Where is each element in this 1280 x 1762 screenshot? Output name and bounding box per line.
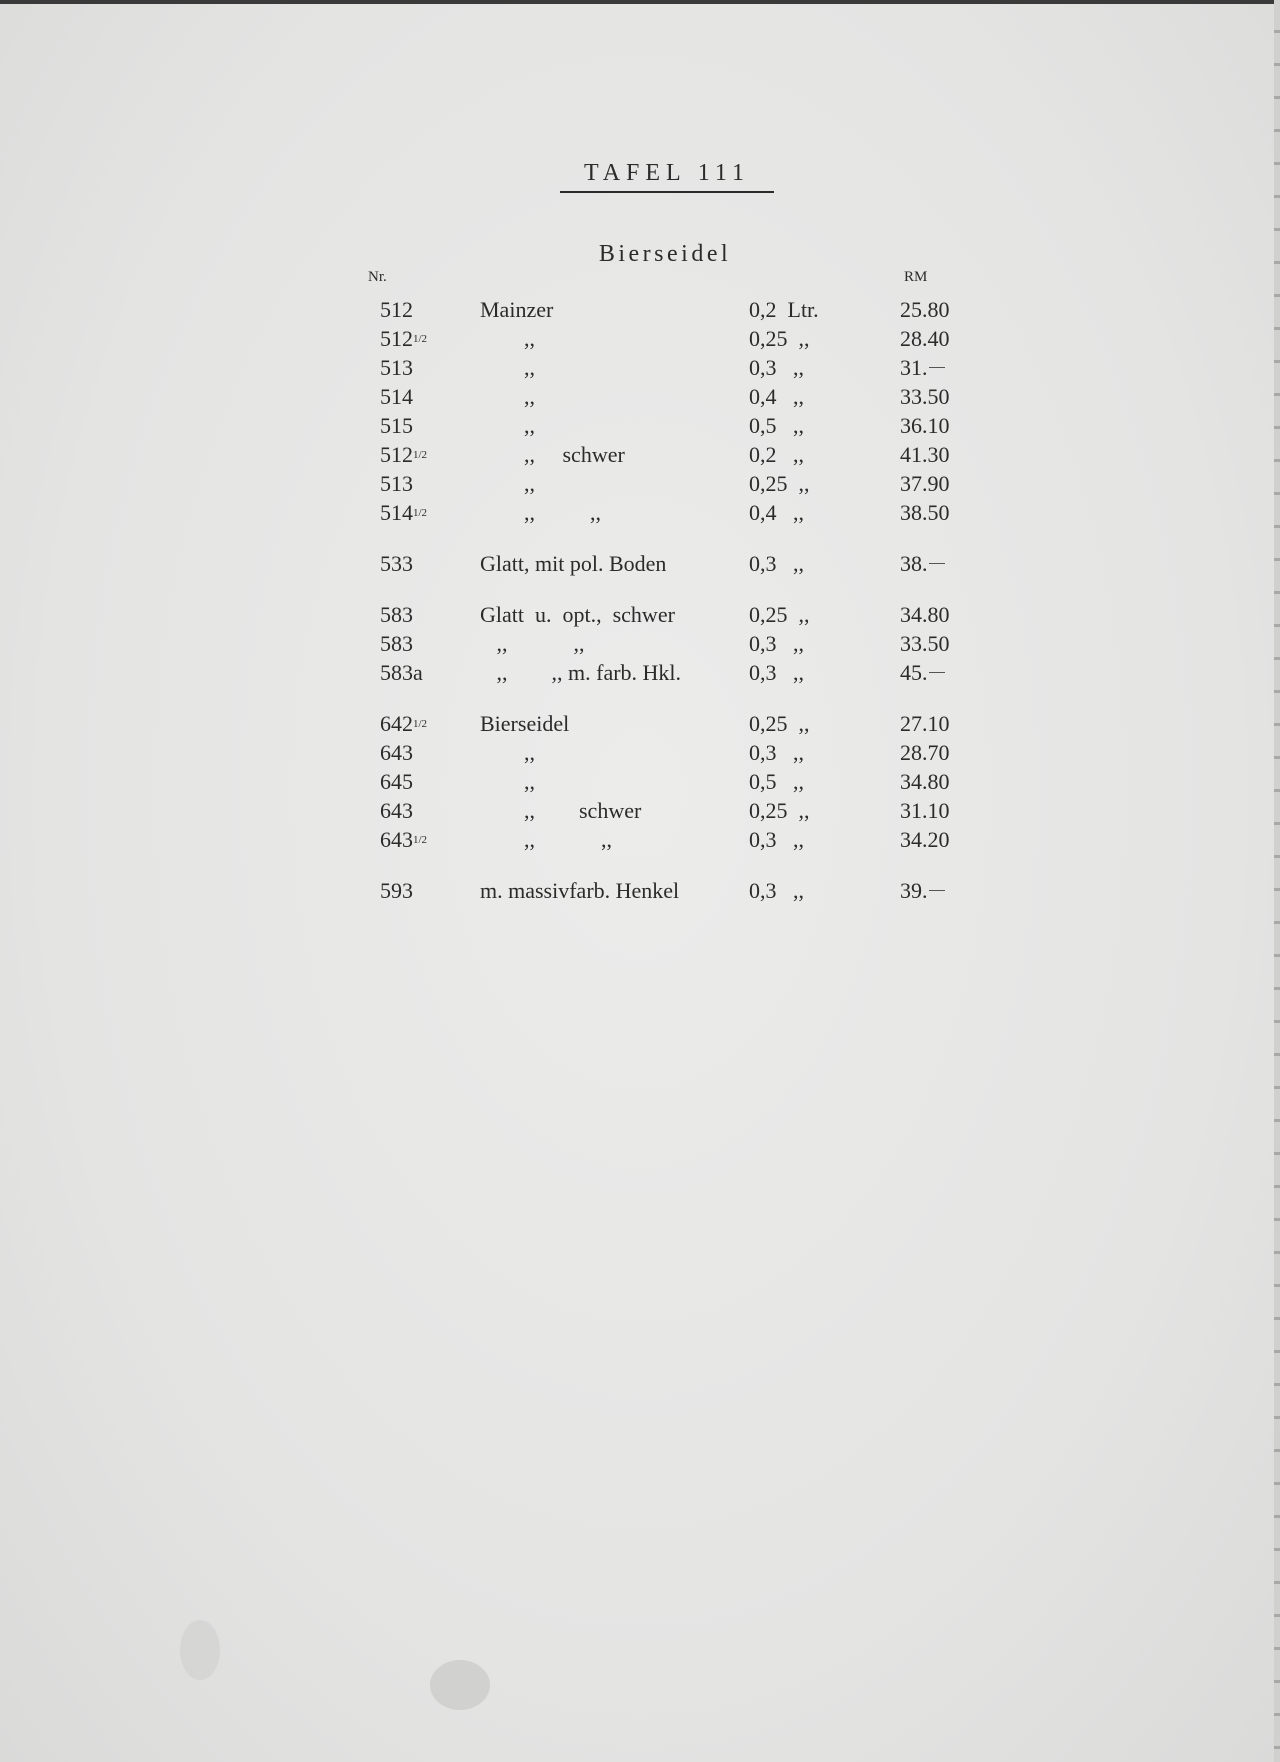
item-volume: 0,25 ,, [749,326,810,351]
list-item [0,498,1280,527]
item-price: 41.30 [900,442,950,467]
item-number: 513 [380,355,413,380]
item-number: 6421/2 [380,711,428,736]
item-description: ,, [480,384,535,409]
item-price: 34.80 [900,602,950,627]
list-item [0,876,1280,905]
item-price: 39. [900,876,945,905]
item-price: 31. [900,353,945,382]
item-price: 31.10 [900,798,950,823]
list-item [0,600,1280,629]
item-price: 45. [900,658,945,687]
item-price: 38. [900,549,945,578]
price-dash [929,563,945,564]
item-volume: 0,25 ,, [749,471,810,496]
item-volume: 0,3 ,, [749,551,804,576]
list-item [0,353,1280,382]
item-volume: 0,3 ,, [749,827,804,852]
list-item [0,324,1280,353]
column-header-nr: Nr. [368,269,387,285]
item-number: 6431/2 [380,827,428,852]
item-number: 512 [380,297,413,322]
item-number: 514 [380,384,413,409]
item-volume: 0,25 ,, [749,602,810,627]
item-number: 583 [380,631,413,656]
item-price: 27.10 [900,711,950,736]
item-number: 645 [380,769,413,794]
item-volume: 0,3 ,, [749,878,804,903]
item-description: ,, [480,413,535,438]
item-price: 34.80 [900,769,950,794]
list-item [0,767,1280,796]
item-volume: 0,3 ,, [749,631,804,656]
item-description: ,, [480,740,535,765]
list-item [0,549,1280,578]
item-description: ,, [480,355,535,380]
item-number: 583 [380,602,413,627]
item-number: 643 [380,798,413,823]
price-dash [929,672,945,673]
item-volume: 0,3 ,, [749,660,804,685]
list-item [0,382,1280,411]
item-volume: 0,3 ,, [749,355,804,380]
column-header-price: RM [904,269,928,285]
item-number: 533 [380,551,413,576]
item-number: 593 [380,878,413,903]
item-price: 28.70 [900,740,950,765]
list-item [0,411,1280,440]
list-item [0,825,1280,854]
list-item [0,709,1280,738]
item-number-fraction: 1/2 [413,333,428,345]
item-number: 513 [380,471,413,496]
item-number: 583a [380,660,423,685]
item-number: 643 [380,740,413,765]
item-number: 515 [380,413,413,438]
item-price: 25.80 [900,297,950,322]
item-volume: 0,2 Ltr. [749,297,819,322]
item-volume: 0,25 ,, [749,798,810,823]
item-volume: 0,4 ,, [749,384,804,409]
item-description: ,, schwer [480,798,642,823]
item-price: 36.10 [900,413,950,438]
item-number: 5121/2 [380,442,428,467]
item-number: 5121/2 [380,326,428,351]
item-description: Glatt, mit pol. Boden [480,551,667,576]
paper-stain [430,1660,490,1710]
list-item [0,440,1280,469]
item-volume: 0,5 ,, [749,413,804,438]
item-description: ,, schwer [480,442,625,467]
item-number-fraction: 1/2 [413,449,428,461]
item-description: ,, ,, m. farb. Hkl. [480,660,682,685]
item-price: 34.20 [900,827,950,852]
list-item [0,469,1280,498]
scan-edge-top [0,0,1280,4]
paper-stain [180,1620,220,1680]
section-title: Bierseidel [598,241,732,267]
item-description: ,, [480,326,535,351]
item-volume: 0,3 ,, [749,740,804,765]
price-dash [929,367,945,368]
item-description: ,, [480,471,535,496]
item-number-fraction: 1/2 [413,718,428,730]
list-item [0,629,1280,658]
item-number: 5141/2 [380,500,428,525]
item-price: 38.50 [900,500,950,525]
item-description: ,, [480,769,535,794]
page-title: TAFEL 111 [560,160,774,193]
list-item [0,658,1280,687]
item-description: Bierseidel [480,711,570,736]
item-volume: 0,4 ,, [749,500,804,525]
item-number-fraction: 1/2 [413,507,428,519]
item-volume: 0,5 ,, [749,769,804,794]
item-price: 37.90 [900,471,950,496]
price-dash [929,890,945,891]
list-item [0,796,1280,825]
item-description: Mainzer [480,297,554,322]
item-description: ,, ,, [480,500,601,525]
item-price: 33.50 [900,384,950,409]
item-price: 33.50 [900,631,950,656]
item-description: ,, ,, [480,631,585,656]
item-price: 28.40 [900,326,950,351]
list-item [0,738,1280,767]
item-description: ,, ,, [480,827,612,852]
item-description: m. massivfarb. Henkel [480,878,680,903]
item-number-fraction: 1/2 [413,834,428,846]
list-item [0,295,1280,324]
item-volume: 0,25 ,, [749,711,810,736]
item-volume: 0,2 ,, [749,442,804,467]
item-description: Glatt u. opt., schwer [480,602,675,627]
